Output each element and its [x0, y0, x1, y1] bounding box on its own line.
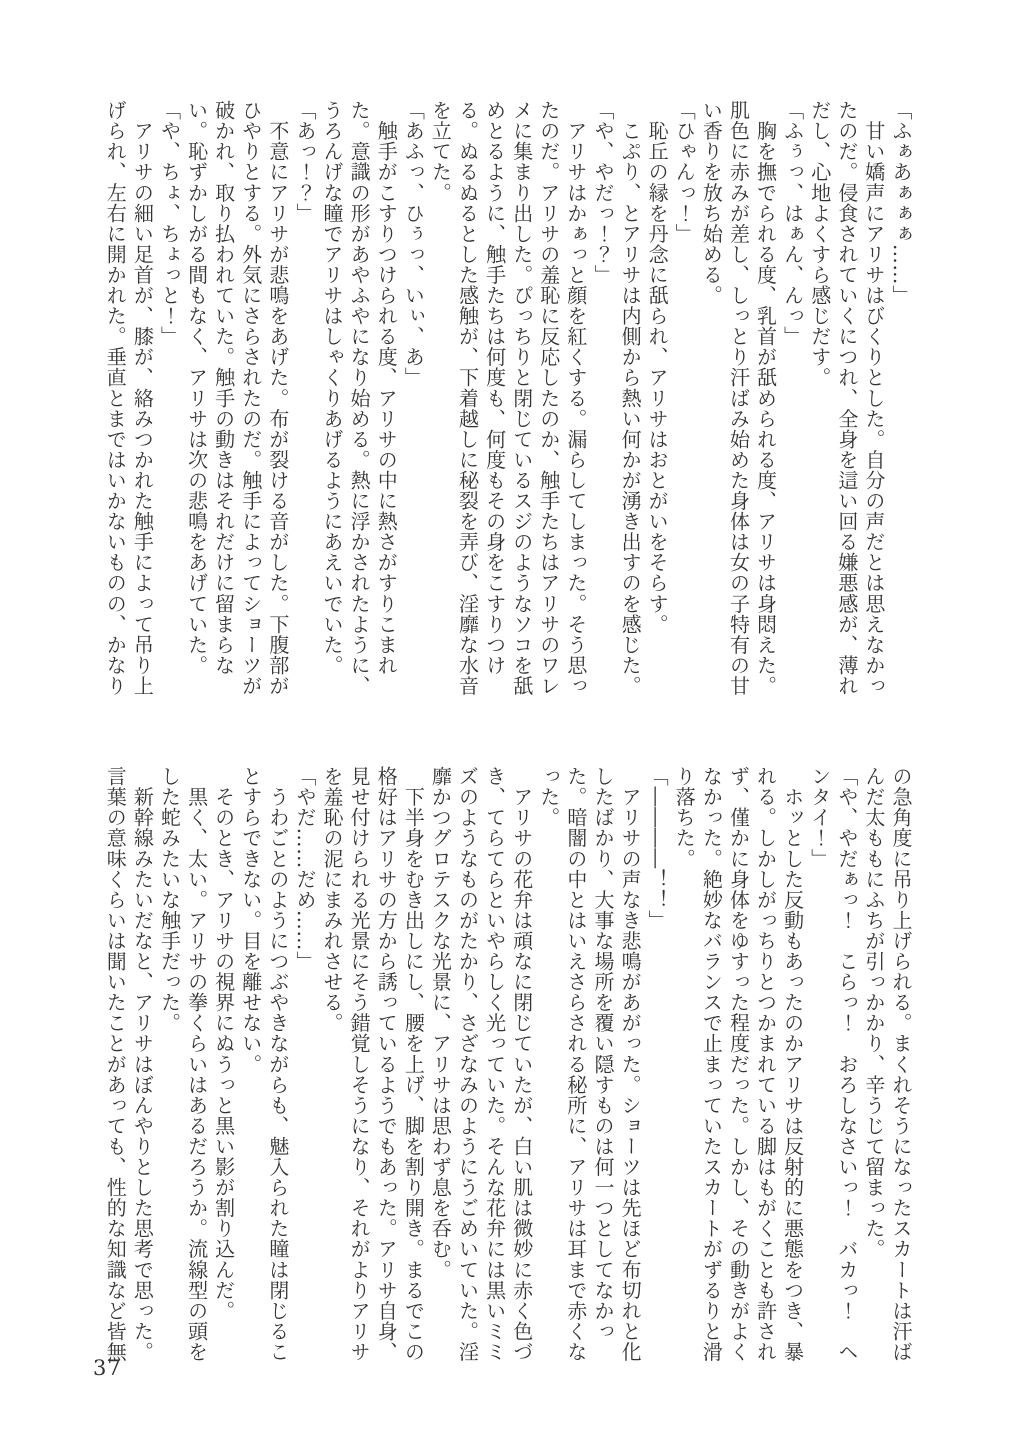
text-column: い香りを放ち始める。 [699, 100, 724, 306]
text-column: 「や、やだっ！？」 [590, 100, 615, 285]
text-column: たのだ。侵食されていくにつれ、全身を這い回る嫌悪感が、薄れ [834, 100, 859, 696]
text-column: 肌色に赤みが差し、しっとり汗ばみ始めた身体は女の子特有の甘 [726, 100, 751, 696]
text-block-top [100, 100, 914, 702]
text-column: そのとき、アリサの視界にぬうっと黒い影が割り込んだ。 [211, 766, 236, 1321]
text-block-bottom [100, 766, 914, 1368]
text-column: 恥丘の縁を丹念に舐られ、アリサはおとがいをそらす。 [645, 100, 670, 635]
text-column: た。暗闇の中とはいえさらされる秘所に、アリサは耳まで赤くな [563, 766, 588, 1362]
text-column: 「やだ……だめ……」 [292, 766, 317, 972]
text-column: 「や、ちょ、ちょっと！」 [157, 100, 182, 347]
text-column: 靡かつグロテスクな光景に、アリサは思わず息を呑む。 [428, 766, 453, 1280]
text-column: んだ太ももにふちが引っかかり、辛うじて留まった。 [861, 766, 886, 1260]
text-column: 不意にアリサが悲鳴をあげた。布が裂ける音がした。下腹部が [265, 100, 290, 696]
text-column: 「ひゃんっ！」 [672, 100, 697, 244]
text-column: 「あっ！？」 [292, 100, 317, 224]
text-column: とすらできない。目を離せない。 [238, 766, 263, 1075]
text-column: を立てた。 [428, 100, 453, 203]
text-column: を羞恥の泥にまみれさせる。 [320, 766, 345, 1034]
text-column: 見せ付けられる光景にそう錯覚しそうになり、それがよりアリサ [347, 766, 372, 1362]
text-column: アリサの細い足首が、膝が、絡みつかれた触手によって吊り上 [130, 100, 155, 696]
text-column: 言葉の意味くらいは聞いたことがあっても、性的な知識など皆無 [103, 766, 128, 1362]
text-column: 「や、やだぁっ！ こらっ！ おろしなさいっ！ バカっ！ ヘ [834, 766, 859, 1362]
text-column: アリサはかぁっと顔を紅くする。漏らしてしまった。そう思っ [563, 100, 588, 696]
text-column: れる。しかしがっちりとつかまれている脚はもがくことも許され [753, 766, 778, 1362]
text-column: き、てらてらといやらしく光っていた。そんな花弁には黒いミミ [482, 766, 507, 1362]
text-column: 胸を撫でられる度、乳首が舐められる度、アリサは身悶えた。 [753, 100, 778, 696]
text-column: た。意識の形があやふやになり始める。熱に浮かされたように、 [347, 100, 372, 696]
text-column: 「あふっ、ひぅっ、いぃ、あ」 [401, 100, 426, 388]
text-column: うわごとのようにつぶやきながらも、魅入られた瞳は閉じるこ [265, 766, 290, 1362]
text-column: こぷり、とアリサは内側から熱い何かが湧き出すのを感じた。 [618, 100, 643, 696]
text-column: めとるように、触手たちは何度も、何度もその身をこすりつけ [482, 100, 507, 676]
text-column: アリサの声なき悲鳴があがった。ショーツは先ほど布切れと化 [618, 766, 643, 1362]
text-column: した蛇みたいな触手だった。 [157, 766, 182, 1034]
text-column: 黒く、太い。アリサの拳くらいはあるだろうか。流線型の頭を [184, 766, 209, 1362]
text-column: なかった。絶妙なバランスで止まっていたスカートがずるりと滑 [699, 766, 724, 1362]
text-column: ひやりとする。外気にさらされたのだ。触手によってショーツが [238, 100, 263, 696]
text-column: 新幹線みたいだなと、アリサはぼんやりとした思考で思った。 [130, 766, 155, 1362]
text-column: したばかり、大事な場所を覆い隠すものは何一つとしてなかっ [590, 766, 615, 1342]
text-column: 甘い嬌声にアリサはびくりとした。自分の声だとは思えなかっ [861, 100, 886, 696]
text-column: 触手がこすりつけられる度、アリサの中に熱さがすりこまれ [374, 100, 399, 676]
text-column: 破かれ、取り払われていた。触手の動きはそれだけに留まらな [211, 100, 236, 676]
text-column: の急角度に吊り上げられる。まくれそうになったスカートは汗ば [889, 766, 913, 1362]
text-column: だし、心地よくすら感じだす。 [807, 100, 832, 388]
text-column: ず、僅かに身体をゆすった程度だった。しかし、その動きがよく [726, 766, 751, 1362]
text-column: アリサの花弁は頑なに閉じていたが、白い肌は微妙に赤く色づ [509, 766, 534, 1362]
text-column: る。ぬるぬるとした感触が、下着越しに秘裂を弄び、淫靡な水音 [455, 100, 480, 696]
text-column: 下半身をむき出しにし、腰を上げ、脚を割り開き。まるでこの [401, 766, 426, 1362]
text-column: たのだ。アリサの羞恥に反応したのか、触手たちはアリサのワレ [536, 100, 561, 696]
text-column: ホッとした反動もあったのかアリサは反射的に悪態をつき、暴 [780, 766, 805, 1362]
text-column: った。 [536, 766, 561, 828]
text-column: 「――――！！」 [645, 766, 670, 931]
text-column: 格好はアリサの方から誘っているようでもあった。アリサ自身、 [374, 766, 399, 1362]
text-column: り落ちた。 [672, 766, 697, 869]
text-column: メに集まり出した。ぴっちりと閉じているスジのようなソコを舐 [509, 100, 534, 696]
text-column: うろんげな瞳でアリサはしゃくりあげるようにあえいでいた。 [320, 100, 345, 676]
text-column: げられ、左右に開かれた。垂直とまではいかないものの、かなり [103, 100, 128, 696]
text-column: ズのようなものがたかり、さざなみのようにうごめいていた。淫 [455, 766, 480, 1362]
page-number: 37 [93, 1356, 122, 1380]
text-column: い。恥ずかしがる間もなく、アリサは次の悲鳴をあげていた。 [184, 100, 209, 676]
text-column: 「ふぁあぁぁぁ……」 [889, 100, 913, 306]
text-column: 「ふぅっ、はぁん、んっ」 [780, 100, 805, 347]
text-column: ンタイ！」 [807, 766, 832, 869]
